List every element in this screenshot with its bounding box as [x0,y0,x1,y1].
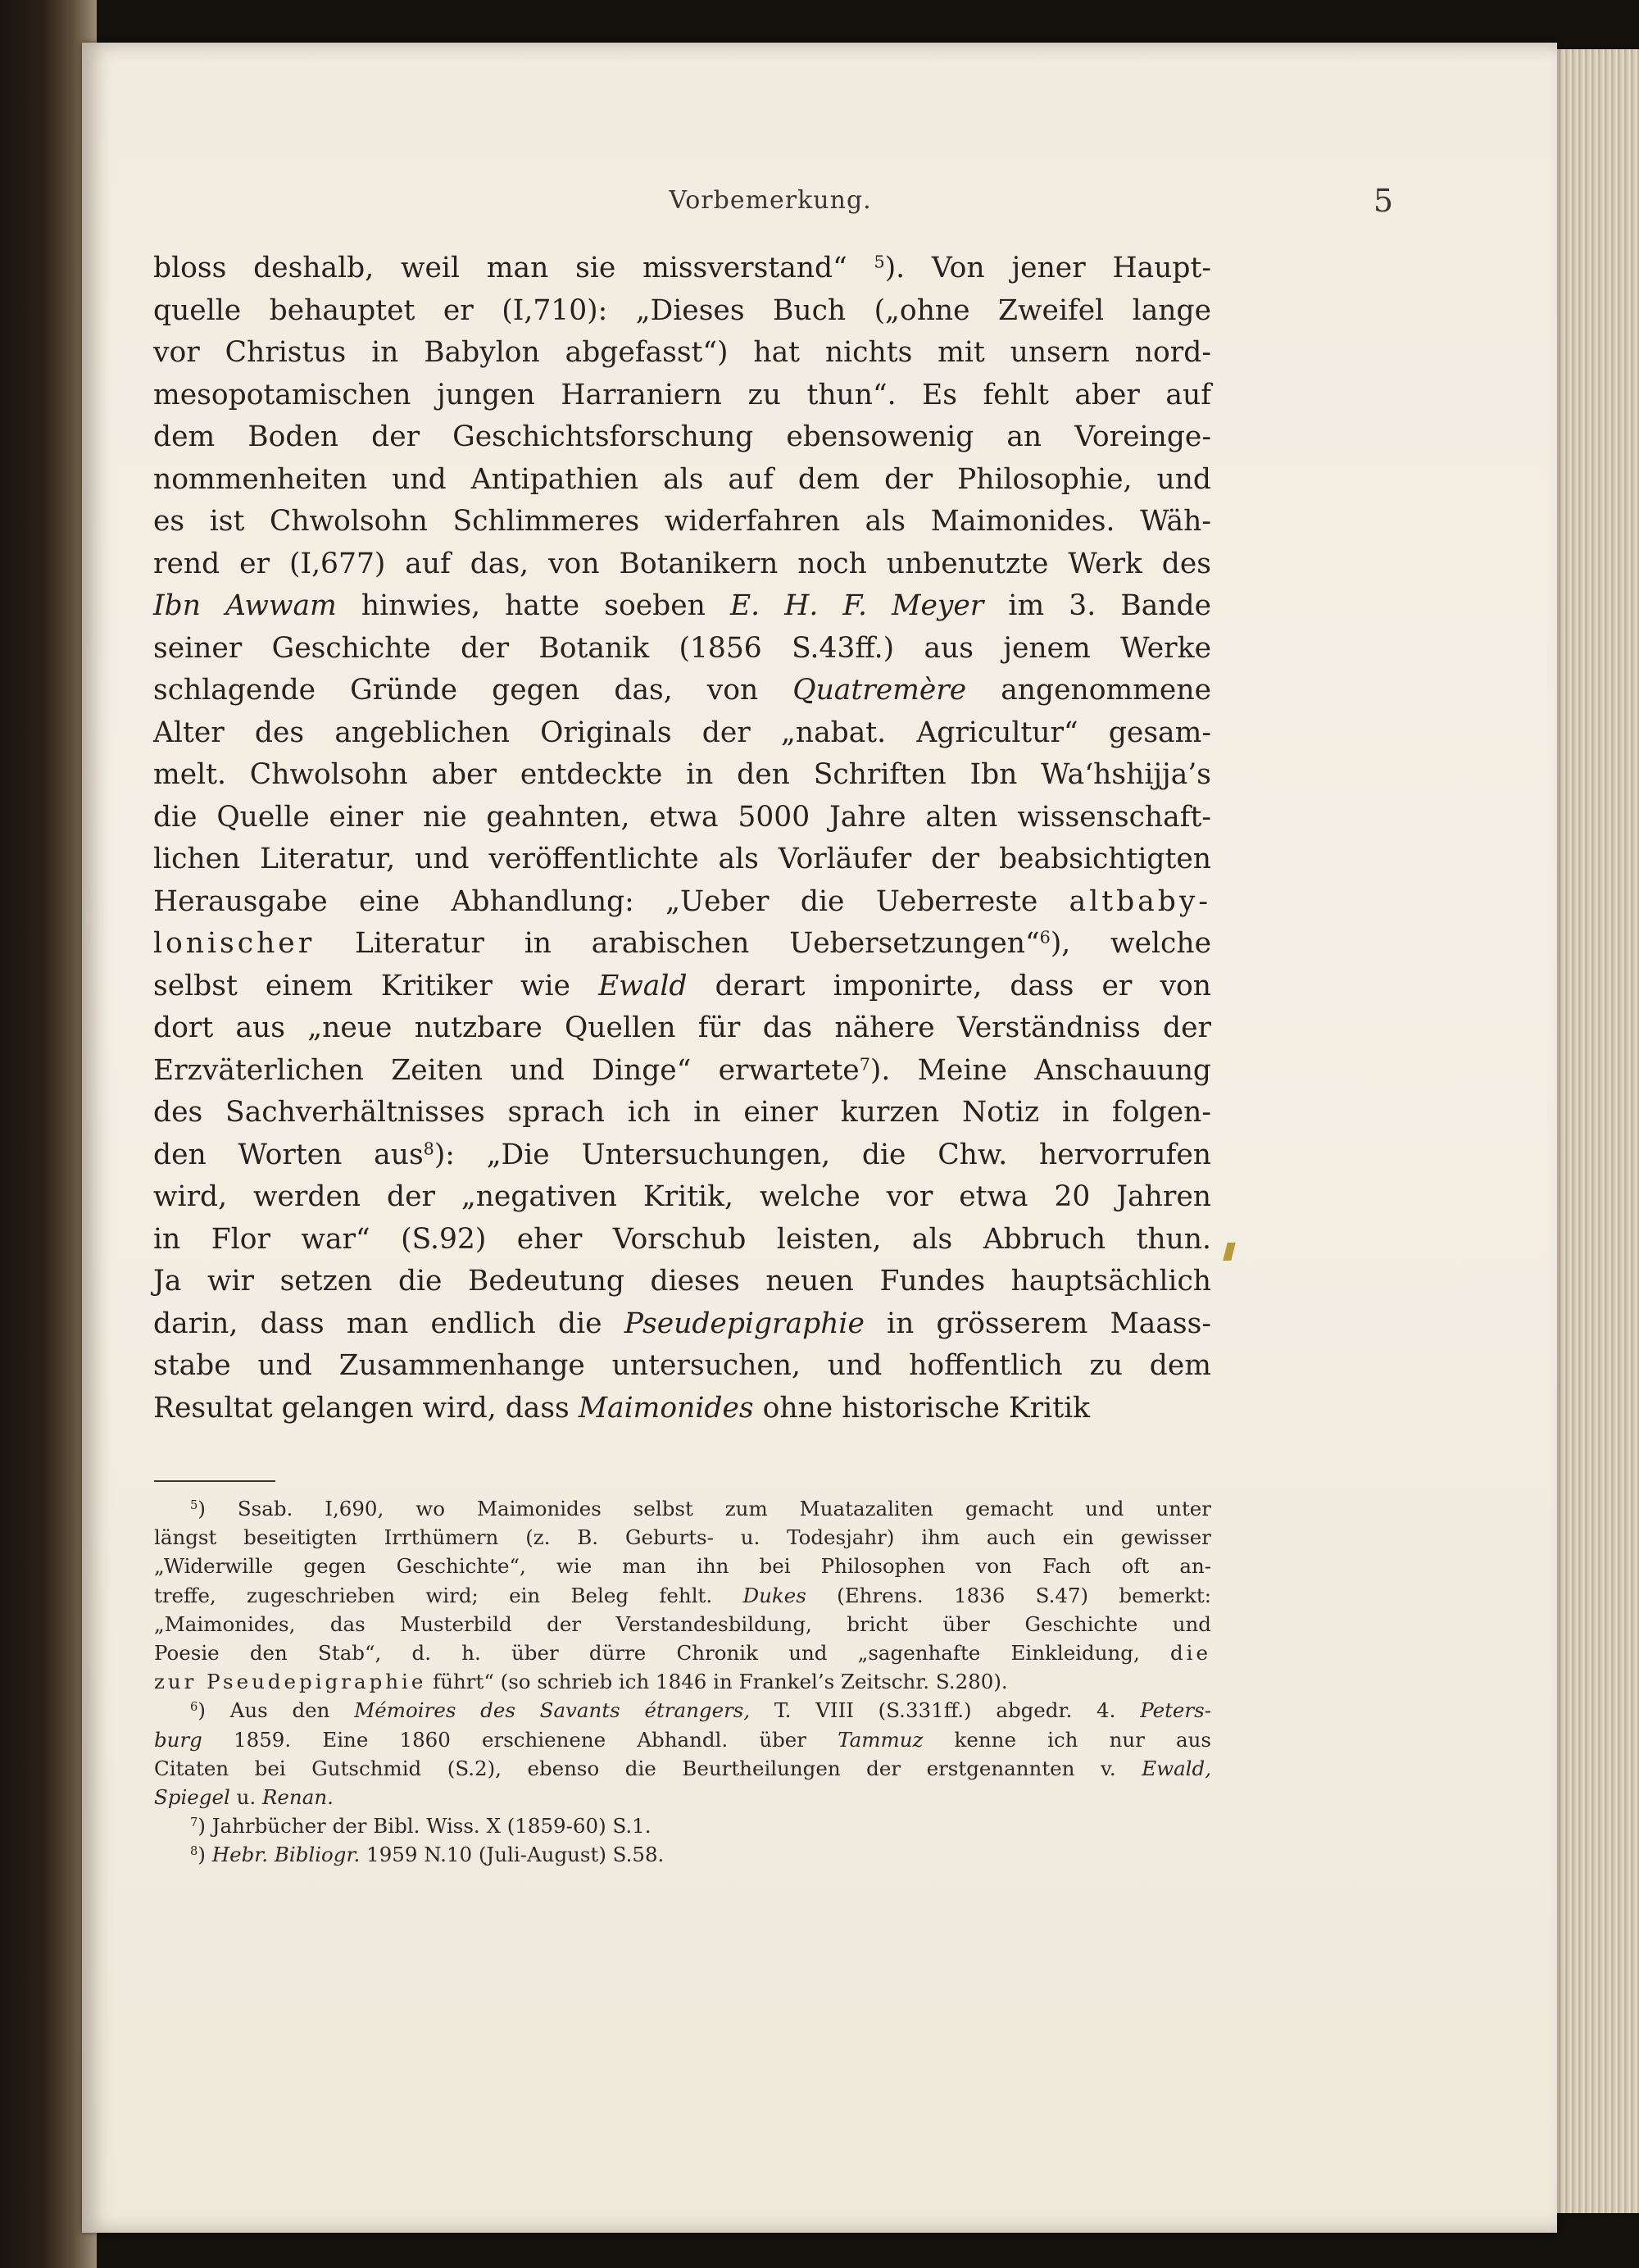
italic-text: burg [154,1727,202,1752]
text-run: ): „Die Untersuchungen, die Chw. hervorrufen [434,1138,1211,1171]
text-run: den Worten aus [153,1138,424,1171]
text-run: Citaten bei Gutschmid (S.2), ebenso die Beurtheilungen der erstgenannten v. [154,1756,1142,1780]
italic-text: E. H. F. Meyer [730,589,984,622]
text-line [153,416,1211,459]
footnote-line [154,1523,1211,1552]
text-run: darin, dass man endlich die [153,1307,624,1340]
text-run: dort aus „neue nutzbare Quellen für das nähere Verständniss der [153,1011,1211,1044]
italic-text: Mémoires des Savants étrangers, [354,1698,751,1723]
text-line [153,923,1211,966]
italic-text: Quatremère [792,674,967,707]
text-run: ). Von jener Haupt- [884,252,1211,284]
text-run: im 3. Bande [983,589,1211,622]
text-run: treffe, zugeschrieben wird; ein Beleg fehlt. [154,1583,743,1607]
text-run: selbst einem Kritiker wie [153,969,599,1002]
footnote-marker: 6 [190,1700,198,1715]
text-line [153,248,1211,290]
text-run: Poesie den Stab“, d. h. über dürre Chronik und „sagenhafte Einkleidung, [154,1640,1170,1665]
running-head [148,183,1393,224]
page-number: 5 [1373,183,1393,219]
text-run: wird, werden der „negativen Kritik, welche vor etwa 20 Jahren [153,1180,1211,1213]
footnote-rule [154,1480,275,1482]
italic-text: Renan. [261,1784,334,1809]
footnote-line [154,1754,1211,1783]
text-run: zur Pseudepigraphie [154,1670,427,1694]
text-run: 1859. Eine 1860 erschienene Abhandl. über [202,1727,838,1752]
text-run: führt“ (so schrieb ich 1846 in Frankel’s Zeitschr. S.280). [426,1670,1008,1694]
italic-text: Pseudepigraphie [624,1307,865,1340]
text-run: ) Ssab. I,690, wo Maimonides selbst zum Muatazaliten gemacht und unter [197,1497,1211,1520]
footnote-line [154,1811,1211,1840]
text-run: ) Jahrbücher der Bibl. Wiss. X (1859-60) S.1. [197,1814,652,1838]
text-run: Resultat gelangen wird, dass [153,1391,579,1425]
text-run: ) Aus den [197,1698,355,1723]
text-run: rend er (I,677) auf das, von Botanikern noch unbenutzte Werk des [153,547,1211,580]
text-run: die [1169,1640,1211,1665]
text-run: des Sachverhältnisses sprach ich in einer kurzen Notiz in folgen- [153,1096,1211,1129]
text-line [153,543,1211,586]
text-run: „Widerwille gegen Geschichte“, wie man ihn bei Philosophen von Fach oft an- [154,1554,1211,1579]
text-line [153,1388,1211,1430]
italic-text: Dukes [742,1583,806,1607]
italic-text: Tammuz [838,1727,924,1752]
text-run: kenne ich nur aus [923,1727,1212,1752]
italic-text: Spiegel [154,1784,230,1809]
footnote-marker: 8 [190,1844,198,1859]
text-run: derart imponirte, dass er von [687,969,1211,1002]
text-run: „Maimonides, das Musterbild der Verstandesbildung, bricht über Geschichte und [154,1611,1211,1636]
footnote-marker: 8 [423,1139,434,1159]
text-line [153,1261,1211,1303]
italic-text: Ewald, [1142,1756,1211,1780]
text-line [153,1176,1211,1219]
text-run: lichen Literatur, und veröffentlichte als Vorläufer der beabsichtigten [153,843,1211,875]
text-run: T. VIII (S.331ff.) abgedr. 4. [750,1698,1141,1723]
text-run: vor Christus in Babylon abgefasst“) hat nichts mit unsern nord- [153,336,1211,369]
italic-text: Ibn Awwam [153,589,337,622]
text-run: angenommene [966,674,1211,707]
text-run: ), welche [1050,927,1211,960]
footnote-marker: 7 [859,1054,870,1075]
footnote-line [154,1667,1211,1696]
main-text [153,248,1211,1429]
text-run: Literatur in arabischen Uebersetzungen“ [315,927,1040,960]
text-run: Alter des angeblichen Originals der „nabat. Agricultur“ gesam- [153,716,1211,749]
text-run: lonischer [153,927,316,960]
text-run: u. [229,1784,262,1809]
text-line [153,1050,1211,1093]
footnote-line [154,1725,1211,1754]
text-line [153,585,1211,628]
text-run: Ja wir setzen die Bedeutung dieses neuen Fundes hauptsächlich [153,1265,1211,1298]
footnote-line [154,1639,1211,1667]
italic-text: Ewald [598,969,688,1002]
text-run: Herausgabe eine Abhandlung: „Ueber die Ueberreste [153,884,1069,918]
text-line [153,1134,1211,1177]
text-line [153,375,1211,417]
text-line [153,712,1211,755]
footnote-line [154,1494,1211,1523]
text-line [153,459,1211,502]
text-run: es ist Chwolsohn Schlimmeres widerfahren als Maimonides. Wäh- [153,505,1211,538]
footnote-line [154,1783,1211,1811]
text-line [153,1303,1211,1346]
footnote-marker: 5 [874,252,885,272]
text-run: dem Boden der Geschichtsforschung ebensowenig an Voreinge- [153,420,1211,453]
text-line [153,754,1211,797]
text-line [153,332,1211,375]
text-line [153,1345,1211,1388]
footnote-line [154,1696,1211,1725]
text-run: seiner Geschichte der Botanik (1856 S.43ff.) aus jenem Werke [153,631,1211,665]
text-line [153,1219,1211,1261]
text-run: hinwies, hatte soeben [336,589,730,622]
running-title: Vorbemerkung. [669,186,872,215]
text-line [153,1092,1211,1134]
text-run: ) [197,1843,212,1867]
italic-text: Peters- [1140,1698,1211,1723]
footnote-marker: 7 [190,1815,198,1829]
footnote-marker: 6 [1039,927,1051,948]
footnotes [154,1494,1211,1869]
text-run: längst beseitigten Irrthümern (z. B. Geburts- u. Todesjahr) ihm auch ein gewisser [154,1525,1211,1550]
text-line [153,290,1211,333]
text-run: schlagende Gründe gegen das, von [153,674,793,707]
text-run: quelle behauptet er (I,710): „Dieses Buch („ohne Zweifel lange [153,293,1211,327]
text-run: die Quelle einer nie geahnten, etwa 5000 Jahre alten wissenschaft- [153,800,1211,834]
italic-text: Maimonides [578,1391,754,1425]
text-run: in grösserem Maass- [864,1307,1211,1340]
text-line [153,797,1211,839]
footnote-line [154,1581,1211,1610]
text-line [153,501,1211,543]
text-line [153,1007,1211,1050]
text-line [153,628,1211,670]
text-run: Erzväterlichen Zeiten und Dinge“ erwartete [153,1053,860,1087]
italic-text: Hebr. Bibliogr. [211,1843,361,1867]
text-run: (Ehrens. 1836 S.47) bemerkt: [806,1583,1211,1607]
footnote-marker: 5 [190,1498,198,1512]
text-run: stabe und Zusammenhange untersuchen, und hoffentlich zu dem [153,1349,1211,1382]
text-run: bloss deshalb, weil man sie missverstand“ [153,252,874,284]
text-line [153,966,1211,1008]
text-run: ). Meine Anschauung [869,1053,1212,1087]
text-line [153,839,1211,881]
footnote-line [154,1552,1211,1580]
text-run: nommenheiten und Antipathien als auf dem der Philosophie, und [153,462,1211,496]
text-run: altbaby- [1069,884,1211,918]
text-run: ohne historische Kritik [753,1391,1091,1425]
text-line [153,881,1211,924]
text-run: mesopotamischen jungen Harraniern zu thun“. Es fehlt aber auf [153,378,1211,411]
footnote-line [154,1610,1211,1639]
text-run: 1959 N.10 (Juli-August) S.58. [360,1843,665,1867]
text-run: melt. Chwolsohn aber entdeckte in den Schriften Ibn Wa‘hshijja’s [153,758,1211,791]
text-line [153,670,1211,712]
footnote-line [154,1840,1211,1869]
text-run: in Flor war“ (S.92) eher Vorschub leisten, als Abbruch thun. [153,1222,1211,1256]
